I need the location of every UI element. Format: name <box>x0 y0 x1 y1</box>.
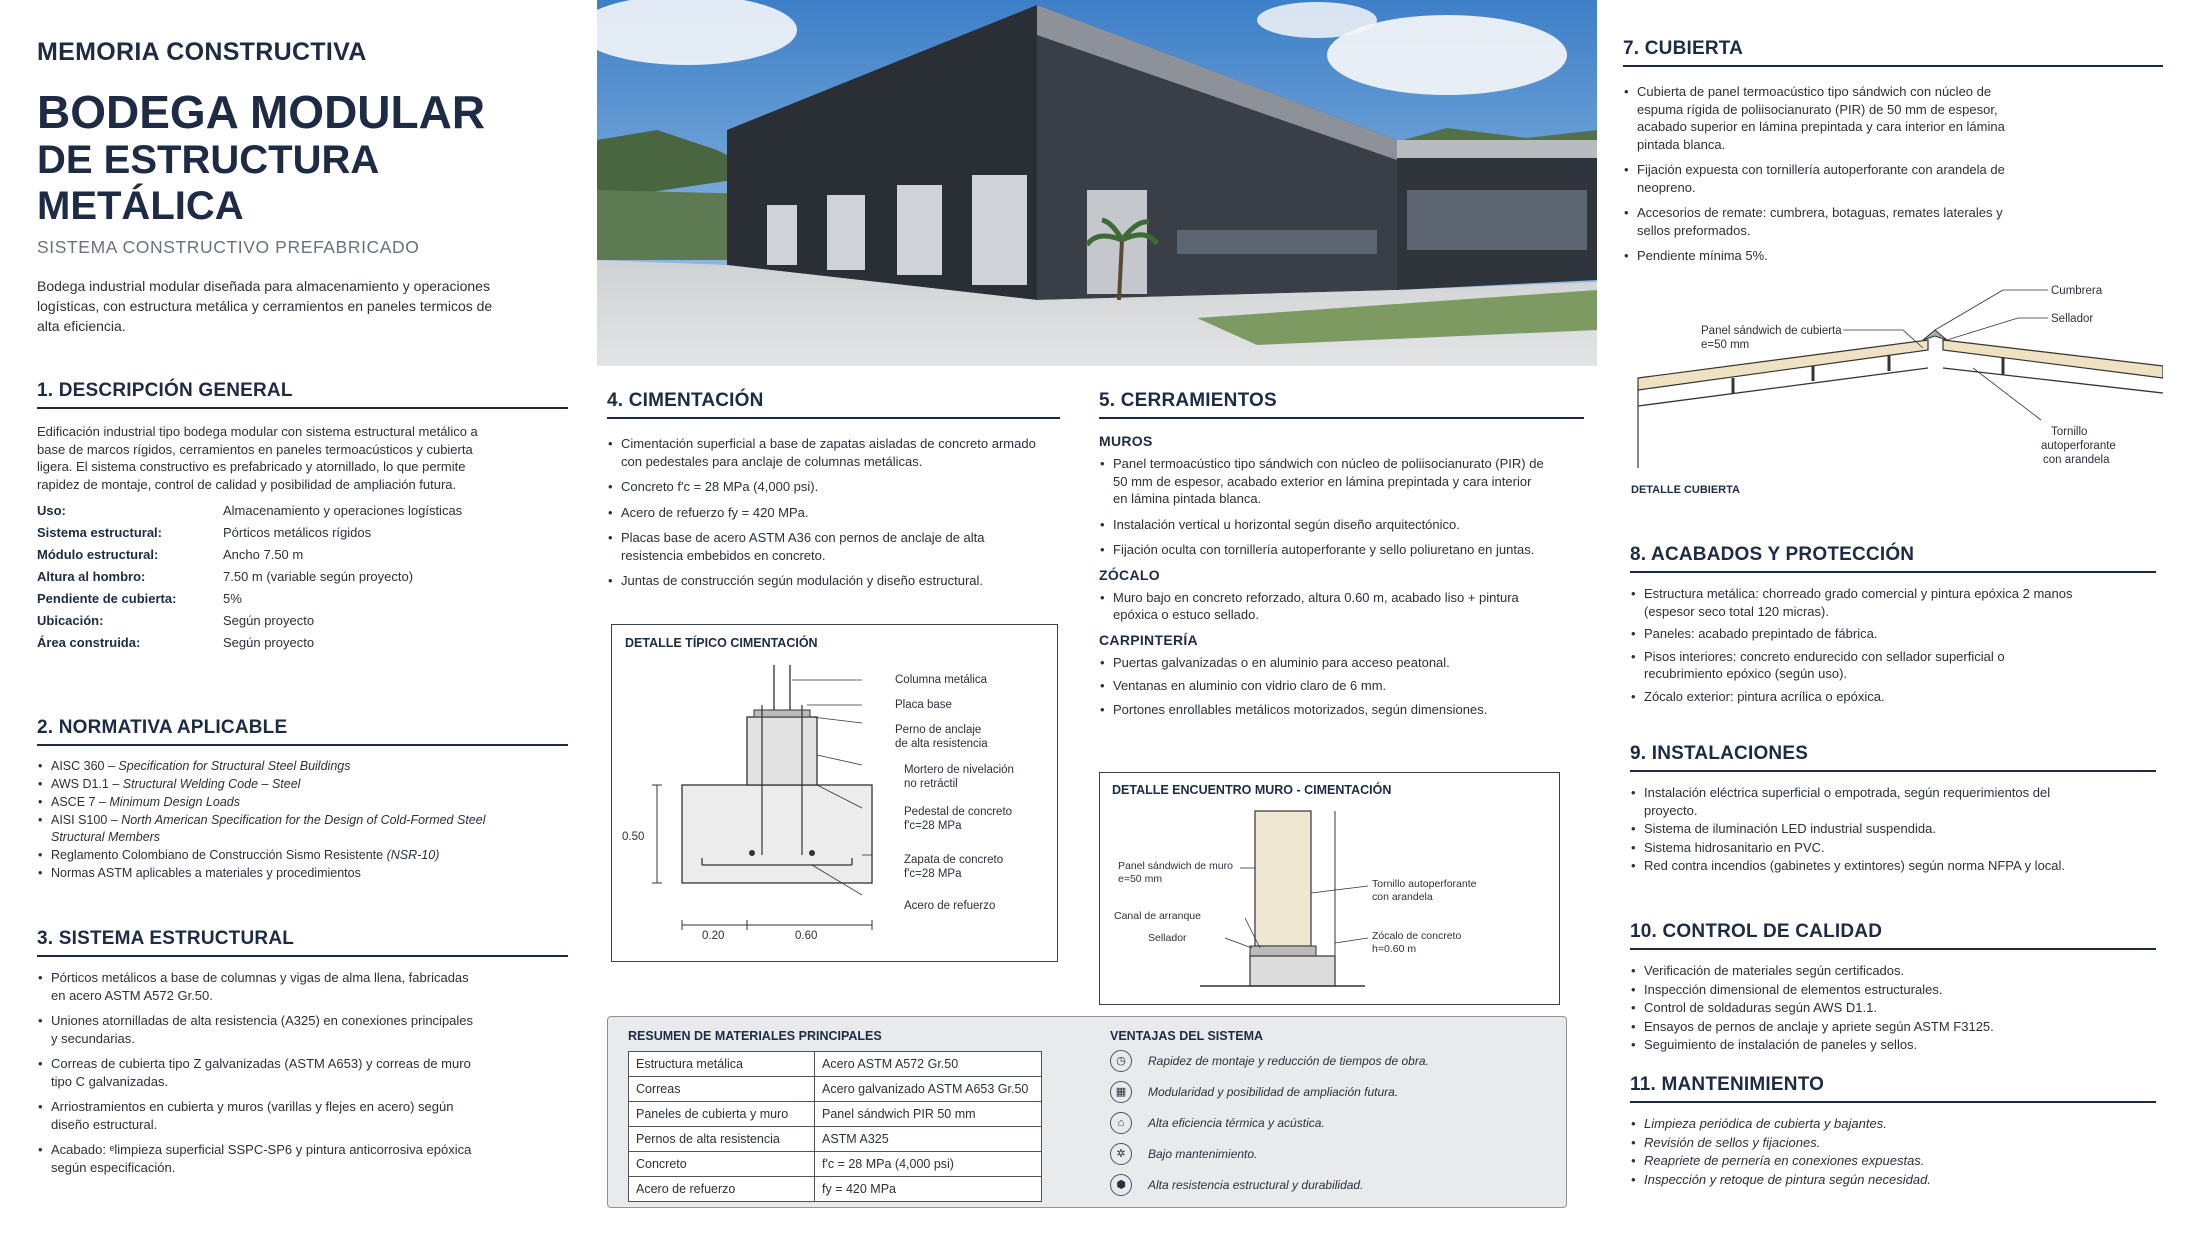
list-item: • Pisos interiores: concreto endurecido con sellador superficial o recubrimiento epóxico (según uso). <box>1630 648 2080 683</box>
section-1-paragraph: Edificación industrial tipo bodega modular con sistema estructural metálico a base de marcos rígidos, cerramientos en paneles termoacústicos y cubierta ligera. El sistema constructivo es prefabricado y atornillado, lo que permite rapidez de montaje, control de calidad y posibilidad de ampliación futura. <box>37 424 478 492</box>
section-8 <box>1630 544 2156 713</box>
table-row <box>629 1102 1042 1127</box>
section-8-title: 8. ACABADOS Y PROTECCIÓN <box>1630 544 2156 573</box>
list-item: • Pendiente mínima 5%. <box>1623 247 2023 265</box>
section-2 <box>37 717 568 883</box>
list-item: • Uniones atornilladas de alta resistencia (A325) en conexiones principales y secundarias. <box>37 1012 477 1047</box>
table-cell: Pernos de alta resistencia <box>629 1127 815 1152</box>
list-item: • Placas base de acero ASTM A36 con pernos de anclaje de alta resistencia embebidos en concreto. <box>607 529 1047 564</box>
carpentry-subtitle: CARPINTERÍA <box>1099 631 1198 648</box>
data-key: Altura al hombro: <box>37 569 146 584</box>
advantages-title: VENTAJAS DEL SISTEMA <box>1110 1029 1264 1043</box>
table-cell: Acero galvanizado ASTM A653 Gr.50 <box>815 1077 1042 1102</box>
table-cell: Acero ASTM A572 Gr.50 <box>815 1052 1042 1077</box>
table-cell: Concreto <box>629 1152 815 1177</box>
list-item: • Cubierta de panel termoacústico tipo sándwich con núcleo de espuma rígida de poliisocianurato (PIR) de 50 mm de espesor, acabado superior en lámina prepintada y cara interior en lámina pintada blanca. <box>1623 83 2023 153</box>
subtitle: SISTEMA CONSTRUCTIVO PREFABRICADO <box>37 237 420 257</box>
section-7-title: 7. CUBIERTA <box>1623 38 2163 67</box>
modules-icon: ▦ <box>1110 1081 1132 1103</box>
list-item: • Verificación de materiales según certificados. <box>1630 962 2080 980</box>
section-4 <box>607 390 1060 598</box>
list-item: ⌂ Alta eficiencia térmica y acústica. <box>1110 1107 1550 1138</box>
section-2-title: 2. NORMATIVA APLICABLE <box>37 717 568 746</box>
label-roof-panel: Panel sándwich de cubierta <box>1701 325 1842 337</box>
section-3 <box>37 928 568 1184</box>
wall-detail-title: DETALLE ENCUENTRO MURO - CIMENTACIÓN <box>1112 783 1392 797</box>
label-sealant: Sellador <box>1148 932 1187 944</box>
section-5-title: 5. CERRAMIENTOS <box>1099 390 1584 419</box>
section-1 <box>37 380 568 650</box>
general-data-list <box>37 503 568 650</box>
title-line-2: DE ESTRUCTURA METÁLICA <box>37 138 378 228</box>
list-item: • Reglamento Colombiano de Construcción Sismo Resistente (NSR-10) <box>37 847 527 864</box>
list-item: • Concreto f'c = 28 MPa (4,000 psi). <box>607 478 1047 496</box>
data-value: 7.50 m (variable según proyecto) <box>223 569 414 584</box>
data-value: Ancho 7.50 m <box>223 547 304 562</box>
list-item: • Limpieza periódica de cubierta y bajantes. <box>1630 1115 2080 1133</box>
list-item: ⬢ Alta resistencia estructural y durabilidad. <box>1110 1169 1550 1200</box>
list-item: • Muro bajo en concreto reforzado, altura 0.60 m, acabado liso + pintura epóxica o estuco sellado. <box>1099 589 1549 624</box>
roof-drawing <box>1623 278 2163 498</box>
label-screw-2: autoperforante <box>2041 440 2116 452</box>
building-photo <box>597 0 1597 366</box>
dim-a: 0.20 <box>702 930 725 942</box>
label-wall-panel: Panel sándwich de muro <box>1118 860 1233 872</box>
data-value: Según proyecto <box>223 613 315 628</box>
label-roof-panel-e: e=50 mm <box>1701 339 1750 351</box>
list-item: • Control de soldaduras según AWS D1.1. <box>1630 999 2080 1017</box>
list-item: • Acabado: ᵉlimpieza superficial SSPC-SP6 y pintura anticorrosiva epóxica según especificación. <box>37 1141 477 1176</box>
clock-icon: ◷ <box>1110 1050 1132 1072</box>
list-item: • Paneles: acabado prepintado de fábrica. <box>1630 625 2080 643</box>
list-item: ▦ Modularidad y posibilidad de ampliación futura. <box>1110 1076 1550 1107</box>
list-item: • Red contra incendios (gabinetes y extintores) según norma NFPA y local. <box>1630 857 2080 875</box>
list-item: • Arriostramientos en cubierta y muros (varillas y flejes en acero) según diseño estructural. <box>37 1098 477 1133</box>
table-row <box>629 1052 1042 1077</box>
section-4-title: 4. CIMENTACIÓN <box>607 390 1060 419</box>
intro-text: Bodega industrial modular diseñada para almacenamiento y operaciones logísticas, con estructura metálica y cerramientos en paneles termicos de alta eficiencia. <box>37 278 493 334</box>
section-10-title: 10. CONTROL DE CALIDAD <box>1630 921 2156 950</box>
list-item: ◷ Rapidez de montaje y reducción de tiempos de obra. <box>1110 1045 1550 1076</box>
table-cell: Paneles de cubierta y muro <box>629 1102 815 1127</box>
label-wall-panel-e: e=50 mm <box>1118 873 1163 885</box>
list-item: • Normas ASTM aplicables a materiales y procedimientos <box>37 865 527 882</box>
foundation-drawing <box>612 625 1059 963</box>
list-item: • Seguimiento de instalación de paneles y sellos. <box>1630 1036 2080 1054</box>
carpentry-list <box>1099 654 1549 719</box>
label-ridge: Cumbrera <box>2051 285 2103 297</box>
lock-icon: ⬢ <box>1110 1174 1132 1196</box>
list-item: • Instalación vertical u horizontal según diseño arquitectónico. <box>1099 516 1549 534</box>
label-screw-3: con arandela <box>2043 454 2110 466</box>
thermal-icon: ⌂ <box>1110 1112 1132 1134</box>
data-value: Según proyecto <box>223 635 315 650</box>
materials-title: RESUMEN DE MATERIALES PRINCIPALES <box>628 1029 882 1043</box>
foundation-list <box>607 435 1047 590</box>
walls-list <box>1099 455 1549 559</box>
label-column: Columna metálica <box>895 674 988 686</box>
kicker: MEMORIA CONSTRUCTIVA <box>37 38 367 66</box>
quality-list <box>1630 962 2080 1054</box>
label-footing: Zapata de concreto <box>904 854 1004 866</box>
list-item: • Accesorios de remate: cumbrera, botaguas, remates laterales y sellos preformados. <box>1623 204 2023 239</box>
section-7 <box>1623 38 2163 273</box>
section-1-title: 1. DESCRIPCIÓN GENERAL <box>37 380 568 409</box>
data-value: Almacenamiento y operaciones logísticas <box>223 503 463 518</box>
label-grout: Mortero de nivelación <box>904 764 1014 776</box>
data-value: 5% <box>223 591 242 606</box>
list-item: • AWS D1.1 – Structural Welding Code – Steel <box>37 776 527 793</box>
label-screw-2: con arandela <box>1372 891 1433 903</box>
list-item: • Cimentación superficial a base de zapatas aisladas de concreto armado con pedestales para anclaje de columnas metálicas. <box>607 435 1047 470</box>
list-item: • Fijación oculta con tornillería autoperforante y sello poliuretano en juntas. <box>1099 541 1549 559</box>
section-10 <box>1630 921 2156 1055</box>
label-sealant: Sellador <box>2051 313 2094 325</box>
label-footing-fc: f'c=28 MPa <box>904 868 962 880</box>
data-key: Pendiente de cubierta: <box>37 591 177 606</box>
list-item: • AISI S100 – North American Specification for the Design of Cold-Formed Steel Structural Members <box>37 812 527 846</box>
title-line-1: BODEGA MODULAR <box>37 86 486 138</box>
label-anchor-bolt: Perno de anclaje <box>895 724 982 736</box>
data-key: Ubicación: <box>37 613 104 628</box>
installations-list <box>1630 784 2080 875</box>
section-11 <box>1630 1074 2156 1189</box>
section-5 <box>1099 390 1584 719</box>
list-item: • Zócalo exterior: pintura acrílica o epóxica. <box>1630 688 2080 706</box>
data-key: Uso: <box>37 503 66 518</box>
label-anchor-bolt-2: de alta resistencia <box>895 738 988 750</box>
label-screw: Tornillo <box>2051 426 2088 438</box>
list-item: • Reapriete de pernería en conexiones expuestas. <box>1630 1152 2080 1170</box>
label-plinth: Zócalo de concreto <box>1372 930 1462 942</box>
list-item: • Fijación expuesta con tornillería autoperforante con arandela de neopreno. <box>1623 161 2023 196</box>
materials-table <box>628 1051 1042 1202</box>
table-row <box>629 1127 1042 1152</box>
list-item: • Ventanas en aluminio con vidrio claro de 6 mm. <box>1099 677 1549 695</box>
table-row <box>629 1077 1042 1102</box>
label-base-plate: Placa base <box>895 699 952 711</box>
list-item: • Puertas galvanizadas o en aluminio para acceso peatonal. <box>1099 654 1549 672</box>
maintenance-list <box>1630 1115 2080 1188</box>
list-item: • Instalación eléctrica superficial o empotrada, según requerimientos del proyecto. <box>1630 784 2080 819</box>
roof-list <box>1623 83 2023 265</box>
section-9-title: 9. INSTALACIONES <box>1630 743 2156 772</box>
standards-list <box>37 758 527 882</box>
list-item: • Panel termoacústico tipo sándwich con núcleo de poliisocianurato (PIR) de 50 mm de espesor, acabado exterior en lámina prepintada y cara interior en lámina pintada blanca. <box>1099 455 1549 508</box>
advantages-list <box>1110 1045 1550 1200</box>
dim-b: 0.60 <box>795 930 818 942</box>
list-item: • Sistema hidrosanitario en PVC. <box>1630 839 2080 857</box>
summary-panel <box>607 1016 1567 1208</box>
section-3-title: 3. SISTEMA ESTRUCTURAL <box>37 928 568 957</box>
list-item: • Inspección y retoque de pintura según necesidad. <box>1630 1171 2080 1189</box>
data-key: Sistema estructural: <box>37 525 162 540</box>
structural-list <box>37 969 477 1176</box>
list-item: • Pórticos metálicos a base de columnas y vigas de alma llena, fabricadas en acero ASTM A572 Gr.50. <box>37 969 477 1004</box>
list-item: • Revisión de sellos y fijaciones. <box>1630 1134 2080 1152</box>
plinth-subtitle: ZÓCALO <box>1099 566 1160 583</box>
dim-height: 0.50 <box>622 831 645 843</box>
table-cell: f'c = 28 MPa (4,000 psi) <box>815 1152 1042 1177</box>
walls-subtitle: MUROS <box>1099 433 1153 449</box>
table-row <box>629 1177 1042 1202</box>
plinth-list <box>1099 589 1549 624</box>
table-cell: Estructura metálica <box>629 1052 815 1077</box>
tools-icon: ✲ <box>1110 1143 1132 1165</box>
wall-detail <box>1099 772 1560 1005</box>
label-pedestal: Pedestal de concreto <box>904 806 1013 818</box>
table-cell: ASTM A325 <box>815 1127 1042 1152</box>
finishes-list <box>1630 585 2080 705</box>
list-item: • Inspección dimensional de elementos estructurales. <box>1630 981 2080 999</box>
roof-detail-title: DETALLE CUBIERTA <box>1631 484 1740 496</box>
table-cell: fy = 420 MPa <box>815 1177 1042 1202</box>
list-item: • Portones enrollables metálicos motorizados, según dimensiones. <box>1099 701 1549 719</box>
table-cell: Correas <box>629 1077 815 1102</box>
list-item: • Estructura metálica: chorreado grado comercial y pintura epóxica 2 manos (espesor seco total 120 micras). <box>1630 585 2080 620</box>
header <box>37 38 577 336</box>
label-screw: Tornillo autoperforante <box>1372 878 1477 890</box>
section-11-title: 11. MANTENIMIENTO <box>1630 1074 2156 1103</box>
list-item: • Juntas de construcción según modulación y diseño estructural. <box>607 572 1047 590</box>
label-pedestal-fc: f'c=28 MPa <box>904 820 962 832</box>
table-cell: Panel sándwich PIR 50 mm <box>815 1102 1042 1127</box>
data-key: Módulo estructural: <box>37 547 159 562</box>
section-9 <box>1630 743 2156 876</box>
label-grout-2: no retráctil <box>904 778 958 790</box>
table-row <box>629 1152 1042 1177</box>
data-key: Área construida: <box>37 635 141 650</box>
list-item: • ASCE 7 – Minimum Design Loads <box>37 794 527 811</box>
list-item: • Acero de refuerzo fy = 420 MPa. <box>607 504 1047 522</box>
list-item: • Correas de cubierta tipo Z galvanizadas (ASTM A653) y correas de muro tipo C galvanizadas. <box>37 1055 477 1090</box>
roof-detail <box>1623 278 2163 498</box>
label-rebar: Acero de refuerzo <box>904 900 996 912</box>
foundation-detail-title: DETALLE TÍPICO CIMENTACIÓN <box>625 636 818 650</box>
list-item: ✲ Bajo mantenimiento. <box>1110 1138 1550 1169</box>
list-item: • AISC 360 – Specification for Structural Steel Buildings <box>37 758 527 775</box>
building-illustration <box>597 0 1597 366</box>
foundation-detail <box>611 624 1058 962</box>
list-item: • Sistema de iluminación LED industrial suspendida. <box>1630 820 2080 838</box>
list-item: • Ensayos de pernos de anclaje y apriete según ASTM F3125. <box>1630 1018 2080 1036</box>
wall-drawing <box>1100 773 1561 1006</box>
table-cell: Acero de refuerzo <box>629 1177 815 1202</box>
label-base-channel: Canal de arranque <box>1114 910 1201 922</box>
data-value: Pórticos metálicos rígidos <box>223 525 372 540</box>
label-plinth-h: h=0.60 m <box>1372 943 1417 955</box>
